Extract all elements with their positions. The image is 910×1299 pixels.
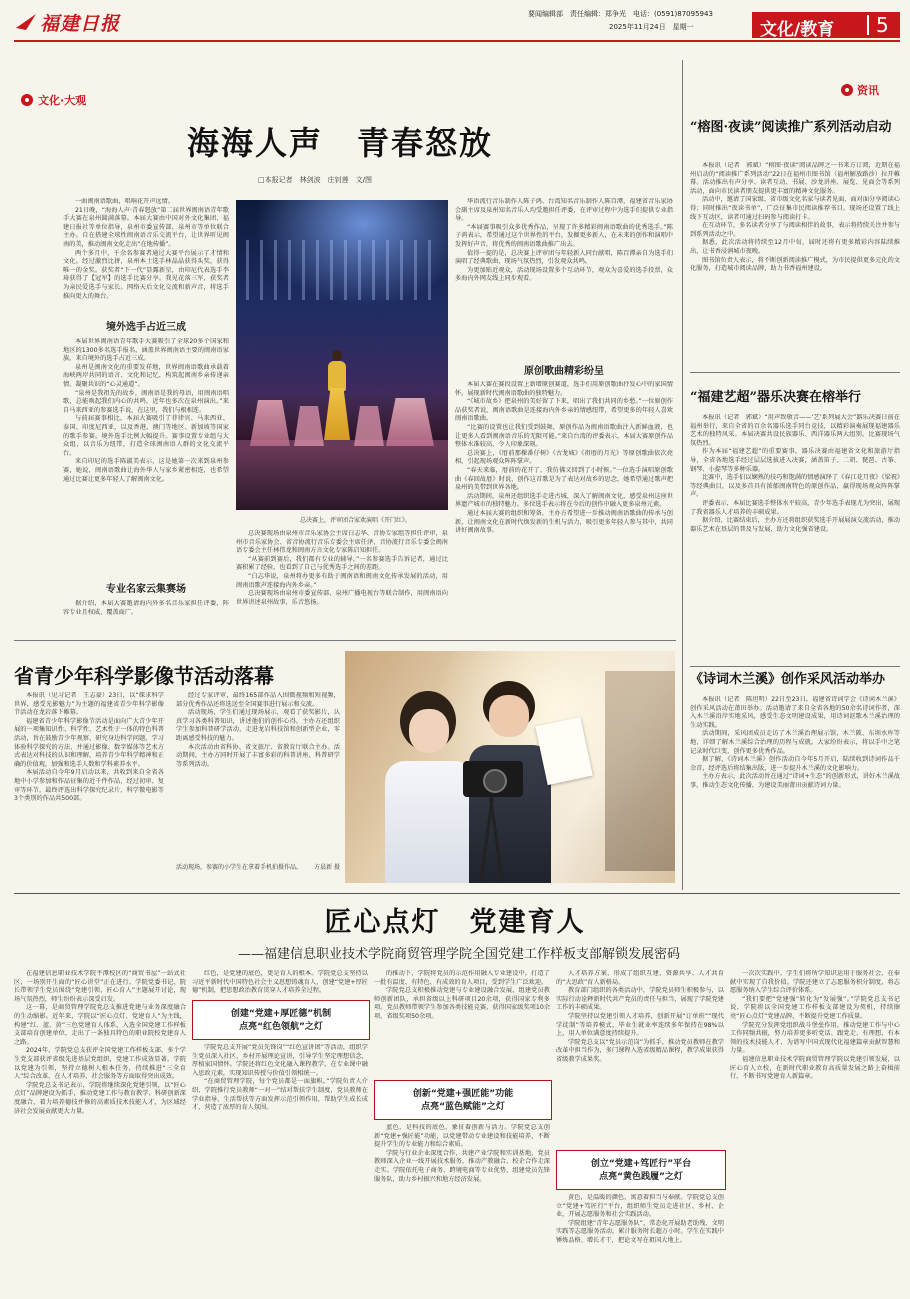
paragraph: 这一幕，是商贸管理学院党总支推进党建与业务深度融合的生动缩影。近年来，学院以“匠心点灯、党建育人”为主线，构建“红、蓝、黄”三色党建育人体系，入选全国党建工作样板支部培育创建单位，走出了一条独具特色的职业院校党建育人之路。 bbox=[14, 1004, 186, 1046]
party-col4 bbox=[556, 970, 724, 1140]
paragraph: 一次次实践中，学生们将所学知识运用于服务社会，在奉献中实现了自我价值。学院还建立了志愿服务积分制度，将志愿服务纳入学生综合评价体系。 bbox=[730, 970, 900, 995]
paragraph: “在商贸管理学院，每个党员都是一面旗帜。”学院负责人介绍，学院推行党员教师“一对一”结对帮扶学生制度，党员教师在学业指导、生活帮扶等方面发挥示范引领作用，帮助学生成长成才，营造了浓厚的育人氛围。 bbox=[192, 1078, 368, 1112]
paragraph: 来自印尼的选手陈淑美表示，这是她第一次来到泉州参赛，她说，闽南语歌曲让海外华人与家乡紧密相连，也希望通过比赛让更多年轻人了解闽南文化。 bbox=[63, 458, 229, 483]
paragraph: 活动现场，学生们通过现场展示，观看了获奖影片，认真学习各类科普知识，讲述他们的创作心得。主办方还组织学生参加科普研学活动，走进龙岩科技馆和创新型企业，零距离感受科技的魅力。 bbox=[176, 709, 340, 742]
newspaper-logo bbox=[14, 8, 121, 35]
paragraph: 学院党总支积极推动党建与专业建设融合发展，组建党员教师创新团队，承担省级以上科研项目20余项，获得国家专利多项。党员教师带领学生参加各类技能竞赛，获得国家级奖项10余项、省级奖项50余项。 bbox=[374, 987, 550, 1020]
subhead-line: 创建“党建+厚匠德”机制 bbox=[230, 1009, 332, 1019]
subhead-line: 点亮“蓝色赋能”之灯 bbox=[421, 1102, 505, 1112]
science-col2 bbox=[176, 692, 340, 862]
sidebar-story2-body bbox=[690, 414, 900, 662]
paragraph: 本届世界闽南语青年歌手大赛吸引了全球20多个国家和地区的1300多名选手报名，涵盖世界闽南语主要的闽南语家族，来自境外的选手占近三成。 bbox=[63, 338, 229, 363]
paragraph: 人才培养方案，形成了组织互建、资源共享、人才共育的“大思政”育人新格局。 bbox=[556, 970, 724, 986]
main-col1c bbox=[63, 600, 229, 626]
paragraph: 教育部门组织的各类活动中，学院党员师生积极参与，以实际行动诠释新时代共产党员的责任与担当，展现了学院党建工作的丰硕成果。 bbox=[556, 987, 724, 1012]
paragraph: 华语流行音乐制作人陈子鸿、台湾知名音乐制作人陈百潭、福建省音乐家协会副主席及泉州知名音乐人均受邀担任评委，在评审过程中为选手们提供专业指导。 bbox=[455, 198, 673, 223]
paragraph: 本届大赛在赛段设置上新增原创赛道，选手们用原创歌曲抒发心中的家国情怀，展现新时代闽南语歌曲的独特魅力。 bbox=[455, 381, 673, 397]
culture-column-tag bbox=[20, 92, 140, 108]
party-col1 bbox=[14, 970, 186, 1292]
subhead-line: 点亮“黄色践履”之灯 bbox=[599, 1172, 683, 1182]
logo-text: 福建日报 bbox=[40, 13, 121, 35]
issue-date: 2025年11月24日 星期一 bbox=[609, 23, 694, 31]
paragraph: 学院组建“青年志愿服务队”，常态化开展助老助残、文明实践等志愿服务活动，累计服务时长超万小时。学生在实践中锤炼品格、增长才干，把论文写在祖国大地上。 bbox=[556, 1219, 724, 1244]
paragraph: 在互动环节，多名读者分享了与阅读相伴的故事，表示将持续关注并参与到系列活动之中。 bbox=[690, 222, 900, 238]
paragraph: 21日晚，“海海人声·青春怒放”第二届世界闽南语青年歌手大赛在泉州圆满落幕。本届大赛由中国对外文化集团、福建日报社等单位指导，泉州市委宣传部、泉州市等单位联合主办。自在搭建全球性闽南语音乐交流平台，让世界听见闽南的美，推动闽南文化走出“在地传播”。 bbox=[63, 206, 229, 248]
subhead-line: 创立“党建+笃匠行”平台 bbox=[590, 1159, 692, 1169]
paragraph: 据悉，此次活动将持续至12月中旬，届时还将有更多精彩内容陆续推出，让书香浸润城市夜晚。 bbox=[690, 239, 900, 255]
paragraph: 据介绍，比赛结束后，主办方还将组织获奖选手开展展演交流活动，推动器乐艺术在基层的普及与发展，助力文化强省建设。 bbox=[690, 517, 900, 533]
sidebar-story3-title: 《诗词木兰溪》创作采风活动举办 bbox=[690, 672, 886, 687]
paragraph: 学院与行业企业深度合作，共建产业学院和实训基地，党员教师深入企业一线开展技术服务，推动产教融合、校企合作走深走实。学院依托电子商务、跨境电商等专业优势，组建党员先锋服务队，助力乡村振兴和地方经济发展。 bbox=[374, 1149, 550, 1183]
main-col1b bbox=[63, 338, 229, 564]
paragraph: 作为本届“福建艺超”的重要赛事，器乐决赛由福建省文化和旅游厅指导，全省各地选手经过层层选拔进入决赛，涵盖笛子、二胡、琵琶、古筝、钢琴、小提琴等多种乐器。 bbox=[690, 448, 900, 473]
paragraph: 学院充分发挥党组织战斗堡垒作用，推动党建工作与中心工作同频共振，努力培养更多听党话、跟党走、有理想、有本领的技术技能人才，为谱写中国式现代化福建篇章贡献智慧和力量。 bbox=[730, 1021, 900, 1055]
paragraph: 经过专家评审，最终165部作品入围微视频和短视频，部分优秀作品还将选送至全国赛事进行展示和交流。 bbox=[176, 692, 340, 708]
news-flower-icon bbox=[840, 83, 854, 97]
sidebar-story2-title: “福建艺超”器乐决赛在榕举行 bbox=[690, 390, 861, 405]
party-subtitle: ——福建信息职业技术学院商贸管理学院全国党建工作样板支部解锁发展密码 bbox=[237, 947, 680, 962]
paragraph: 在福建信息职业技术学院平潭校区的“商贸书屋”一站式社区，一场别开生面的“匠心讲堂”正在进行。学院党委书记、院长带领学生党员围绕“党建引领、匠心育人”主题展开讨论，现场气氛热烈，师生纷纷表示深受启发。 bbox=[14, 970, 186, 1003]
paragraph: 本报讯（记者 郭斌）“榕图·夜读”阅读品牌之一书来方订阅，近期在福州启动的“阅读推广系列活动”22日在福州市图书馆（福州解放路沙）拉开帷幕。活动推出有声分享、读者互动、书展、沙龙讲座、展览、见面会等系列活动，面向市民读者朋友提供更丰富的精神文化服务。 bbox=[690, 162, 900, 195]
paragraph: “我们要把“党建强”转化为“发展强”。”学院党总支书记说，学院将以全国党建工作样板支部建设为契机，持续擦亮“匠心点灯”党建品牌，不断提升党建工作质量。 bbox=[730, 995, 900, 1020]
paragraph: 学院党总支书记表示，学院将继续深化党建引领，以“匠心点灯”品牌建设为抓手，推动党建工作与教育教学、科研创新深度融合，着力培养德技并修的高素质技术技能人才，为区域经济社会发展贡献更大力量。 bbox=[14, 1081, 186, 1115]
paragraph: 据介绍，本届大赛邀请海内外多名音乐家担任评委，阵容专业且权威，覆盖面广。 bbox=[63, 600, 229, 616]
party-col2-top bbox=[192, 970, 368, 998]
masthead-rule bbox=[14, 40, 900, 42]
page-divider bbox=[867, 15, 869, 35]
main-headline: 海海人声 青春怒放 bbox=[186, 124, 493, 162]
sidebar-rule-1 bbox=[690, 372, 900, 373]
subhead-line: 点亮“红色领航”之灯 bbox=[239, 1022, 323, 1032]
paragraph: 本报讯（记者 郭斌）“用声致敬音——‘艺’系列展大会”器乐决赛日前在福州举行，来自全省的百余名器乐选手同台竞技，以精彩演奏展现福建器乐艺术的独特风采。本届决赛共设民族器乐、西洋器乐两大组别，比赛现场气氛热烈。 bbox=[690, 414, 900, 447]
paragraph: 为更加贴近观众，活动现场设置多个互动环节，观众为喜爱的选手投票，众多海内外网友线上同步观看。 bbox=[455, 266, 673, 283]
paragraph: 总决赛现场由泉州市音乐家协会主席白志华、音协专家组等担任评审，泉州市音乐家协会、省音协流行音乐专委会主席任泽、音协流行音乐专委会闽南语专委会主任林伟龙和闽南方言文化专家陈启知担任。 bbox=[236, 530, 448, 555]
sidebar-story1-body bbox=[690, 162, 900, 368]
paragraph: 总决赛上，《厝前那棵番仔树》《古龙城》《祖厝的月光》等原创歌曲依次亮相，引起现场观众阵阵掌声。 bbox=[455, 449, 673, 466]
section-badge bbox=[752, 12, 900, 38]
paragraph: 值得一提的是，总决赛上评审团与年轻新人同台献唱，陈百潭亲自为选手们演唱了经典歌曲，现场气氛热烈，引发观众共鸣。 bbox=[455, 249, 673, 266]
paragraph: 活动中，邀请了国家级、省市级文化名家与读者见面，面对面分享阅读心得；同时推出“夜读书单”，广泛征集市民阅读推荐书目。现场还设置了线上线下互动区，读者可通过扫码参与阅读打卡。 bbox=[690, 196, 900, 221]
paragraph: 比赛中，选手们以娴熟的技巧和饱满的情感演绎了《春江花月夜》《梁祝》等经典曲目，以及多首具有浓郁闽南特色的原创作品，赢得现场观众阵阵掌声。 bbox=[690, 474, 900, 499]
party-headline: 匠心点灯 党建育人 bbox=[324, 907, 586, 938]
paragraph: 总决赛现场由泉州市委宣传部、泉州广播电视台等联合制作，用闽南语向世界讲述泉州故事，乐音悠扬。 bbox=[236, 590, 448, 606]
paragraph: “从赛前到赛后，我们都有专业的辅导。”一名参赛选手告诉记者，通过比赛积累了经验，也看到了自己与优秀选手之间的差距。 bbox=[236, 555, 448, 572]
paragraph: 主办方表示，此次活动旨在通过“诗词+生态”的创新形式，讲好木兰溪故事，推动生态文化传播，为建设美丽莆田贡献诗词力量。 bbox=[690, 773, 900, 789]
science-headline: 省青少年科学影像节活动落幕 bbox=[14, 664, 274, 688]
caption-credit: 方晨新 摄 bbox=[314, 864, 340, 871]
main-col1 bbox=[63, 198, 229, 302]
paragraph: 福建省青少年科学影像节活动是面向广大青少年开展的一项集知识性、科学性、艺术性于一体的特色科普活动，旨在鼓励青少年观察、研究身边科学问题，学习体验科学探究的方法，并通过影像、数字媒体等艺术方式表达对科技的认识和理解，培养青少年科学精神和正确的价值观，加强和选手人数和学科素养水平。 bbox=[14, 717, 164, 768]
sidebar-story3-body bbox=[690, 696, 900, 886]
paragraph: 学院党总支开展“党员先锋岗”“红色宣讲团”等活动，组织学生党员深入社区、乡村开展理论宣讲，引导学生坚定理想信念，厚植家国情怀。学院还将红色文化融入课程教学，在专业课中融入思政元素，实现知识传授与价值引领相统一。 bbox=[192, 1044, 368, 1077]
paragraph: 福建信息职业技术学院商贸管理学院以党建引领发展，以匠心育人立校，在新时代职业教育高质量发展之路上奋楫前行，不断书写党建育人新篇章。 bbox=[730, 1055, 900, 1081]
paragraph: 泉州是闽南文化的重要发祥地，世界闽南语歌曲承载着海峡两岸共同的语言、文化和记忆，构筑起闽南乡亲传递亲情、凝聚共识的“心灵通道”。 bbox=[63, 363, 229, 388]
paragraph: 与前届赛事相比，本届大赛吸引了菲律宾、马来西亚、泰国、印度尼西亚，以及香港、澳门等地区、新加坡等国家的歌手参赛，境外选手比例大幅提升。赛事设置专业组与大众组，以音乐为纽带，打造全球闽南语人群的文化交流平台。 bbox=[63, 415, 229, 457]
main-col2b bbox=[455, 381, 673, 633]
culture-column-label: 文化·大观 bbox=[38, 94, 87, 107]
main-col2 bbox=[455, 198, 673, 354]
party-subhead-yellow bbox=[556, 1150, 726, 1190]
paragraph: 红色，是党建的底色，更是育人的根本。学院党总支坚持以习近平新时代中国特色社会主义思想铸魂育人，创建“党建+厚匠德”机制，把思想政治教育贯穿人才培养全过程。 bbox=[192, 970, 368, 995]
party-col4b bbox=[556, 1194, 724, 1292]
main-byline: □本报记者 林剑波 庄钊莲 文/图 bbox=[258, 176, 372, 184]
paragraph: 一曲闽南语歌曲，唱响花开声远情。 bbox=[75, 198, 174, 205]
paragraph: “比赛的设置也让我们受到鼓舞，原创作品为闽南语歌曲注入新鲜血液，也让更多人看到闽南语音乐的无限可能。”来自台湾的评委表示，本届大赛原创作品整体水准较高，令人印象深刻。 bbox=[455, 423, 673, 449]
paragraph: 活动期间，采风团成员走访了木兰溪治理展示馆、木兰陂、东圳水库等地，详细了解木兰溪综合治理的历程与成就。大家纷纷表示，将以手中之笔记录时代巨变，创作更多优秀作品。 bbox=[690, 730, 900, 755]
main-col3 bbox=[236, 530, 448, 634]
photo-caption: 总决赛上，评审团合家欢演唱《开门红》。 bbox=[300, 517, 412, 524]
paragraph: 学院坚持以党建引领人才培养，创新开展“订单班”“现代学徒制”等培养模式，毕业生就业率连续多年保持在98%以上，用人单位满意度持续提升。 bbox=[556, 1012, 724, 1038]
masthead bbox=[0, 0, 910, 40]
party-subhead-blue bbox=[374, 1080, 552, 1120]
editor-line: 要闻编辑部 责任编辑：郑争光 电话：(0591)87095943 bbox=[528, 10, 713, 18]
subhead-experts: 专业名家云集赛场 bbox=[106, 584, 186, 595]
paragraph: 学院党总支以“党员示范岗”为抓手，推动党员教师在教学改革中担当作为，多门课程入选省级精品课程，教学成果获得省级教学成果奖。 bbox=[556, 1038, 724, 1063]
paragraph: 本次活动由省科协、省文旅厅、省教育厅联合主办。活动期间，主办方同时开展了丰富多彩的科普讲座、科普研学等系列活动。 bbox=[176, 743, 340, 768]
paragraph: 活动期间，泉州还组织选手走进古城，深入了解闽南文化，感受泉州这座世界遗产城市的独特魅力。多位选手表示将在今后的创作中融入更多泉州元素。 bbox=[455, 492, 673, 509]
news-column-tag bbox=[840, 82, 900, 98]
paragraph: 通过本届大赛的组织和筹备，主办方希望进一步推动闽南语歌曲的传承与创新，让闽南文化在新时代焕发新的生机与活力，吸引更多年轻人参与其中，共同讲好闽南故事。 bbox=[455, 509, 673, 535]
sidebar-story1-title: “榕图·夜读”阅读推广系列活动启动 bbox=[690, 120, 892, 135]
main-divider bbox=[14, 640, 676, 641]
paragraph: “春天来临，厝前的花开了，我仿佛又回到了小时候。”一位选手演唱原创歌曲《春回故厝》时说，创作这首歌是为了表达对故乡的思念，她希望通过歌声把泉州的美带到世界各地。 bbox=[455, 466, 673, 492]
party-subhead-red bbox=[192, 1000, 370, 1040]
paragraph: 蓝色，是科技的底色，象征着创新与活力。学院党总支创新“党建+强匠能”功能，以党建带动专业建设和技能培养，不断提升学生的专业能力和综合素质。 bbox=[374, 1124, 550, 1149]
paragraph: “白志华说，泉州将办更多有助于闽南语和闽南文化传承发展的活动，用闽南语歌声连接海内外乡亲。” bbox=[236, 572, 448, 589]
science-col1 bbox=[14, 692, 164, 882]
party-col3 bbox=[374, 970, 550, 1070]
paragraph: 图书馆负责人表示，将不断创新阅读推广模式，为市民提供更多元化的文化服务，打造城市阅读品牌，助力书香福州建设。 bbox=[690, 256, 900, 273]
paragraph: 评委表示，本届比赛选手整体水平较高，青少年选手表现尤为突出，展现了我省器乐人才培养的丰硕成果。 bbox=[690, 499, 900, 516]
paragraph: 本届活动自今年9月启动以来，共收到来自全省各地中小学参加和作品征集的近千件作品，经过初审、复审等环节，最终评选出科学探究纪录片、科学微电影等3个类别的作品共500部。 bbox=[14, 769, 164, 803]
party-col5 bbox=[730, 970, 900, 1292]
paragraph: 据了解，《诗词木兰溪》创作活动自今年5月开启，陆续收到诗词作品千余首，经评选后将结集出版，进一步提升木兰溪的文化影响力。 bbox=[690, 756, 900, 772]
party-top-rule bbox=[14, 893, 900, 894]
paragraph: “本届赛事吸引众多优秀作品，呈现了许多精彩闽南语歌曲的优秀选手。”陈子鸿表示，希望通过这个世界性的平台，发掘更多新人，在未来的创作和演唱中发挥好声音，将优秀的闽南语歌曲推广出去。 bbox=[455, 223, 673, 248]
paragraph: “《城市故乡》把泉州的美好留了下来，唱出了我们共同的乡愁。”一位原创作品获奖者说，闽南语歌曲是连接海内外乡亲的情感纽带，希望更多的年轻人喜欢闽南语歌曲。 bbox=[455, 398, 673, 423]
science-caption bbox=[176, 864, 340, 872]
paragraph: 的推动下，学院将党员的示范作用融入专业建设中，打造了一批有温度、有特色、有成效的育人项目，受到学生广泛欢迎。 bbox=[374, 970, 550, 986]
party-col3b bbox=[374, 1124, 550, 1292]
paragraph: “泉州是我祖先的故乡，闽南语是我的母语，用闽南语唱歌，总能唤起我们内心的共鸣，近年也多次在泉州演出。”来自马来西亚的参赛选手说，在这里，我们与根相连。 bbox=[63, 389, 229, 414]
section-label: 文化/教育 bbox=[760, 20, 835, 40]
party-col2 bbox=[192, 1044, 368, 1292]
concert-photo bbox=[236, 200, 448, 510]
page-number: 5 bbox=[876, 13, 889, 37]
subhead-line: 创新“党建+强匠能”功能 bbox=[412, 1089, 514, 1099]
flower-icon bbox=[20, 93, 34, 107]
paragraph: 2024年，学院党总支获评全国党建工作样板支部，多个学生党支部获评省级先进基层党组织，党建工作成效显著。学院以党建为引领，坚持立德树人根本任务，持续推进“三全育人”综合改革，在人才培养、社会服务等方面取得突出成效。 bbox=[14, 1047, 186, 1081]
children-camera-photo bbox=[345, 651, 675, 883]
subhead-original: 原创歌曲精彩纷呈 bbox=[524, 366, 604, 377]
paragraph: 两个多月中，千余名参赛者通过大赛平台展示了才情和文化。经过激烈比拼，泉州本土选手林晶晶获得头奖，获得唯一的金奖。获奖者“下一代”显露新星，由印尼代表选手李琦获得了【冠军】的选手比赛分享。我见花落三军，获奖者为亲民爱选手与家长。网络天后文化交流和新声音，将选手推向更大的舞台。 bbox=[63, 249, 229, 300]
paragraph: 本报讯（记者 陈坦明）22日至23日，福建省诗词学会《诗词木兰溪》创作采风活动在莆田举办。活动邀请了来自全省各地的50余名诗词作者，深入木兰溪沿岸实地采风，感受生态文明建设成果，用诗词讴歌木兰溪治理的生动实践。 bbox=[690, 696, 900, 729]
sidebar-rule-2 bbox=[690, 666, 900, 667]
sidebar-divider bbox=[682, 60, 683, 890]
subhead-overseas: 境外选手占近三成 bbox=[106, 322, 186, 333]
logo-swoosh-icon bbox=[14, 10, 40, 34]
paragraph: 本报讯（见习记者 王志豪）23日，以“探求科学世界，感受光影魅力”为主题的福建省青少年科学影像节活动在龙岩落下帷幕。 bbox=[14, 692, 164, 717]
singer-figure bbox=[324, 350, 350, 440]
caption-text: 活动现场，参赛的小学生在拿着手机拍摄作品。 bbox=[176, 864, 303, 871]
paragraph: 黄色，是温暖的颜色，寓意着担当与奉献。学院党总支创立“党建+笃匠行”平台，组织师生党员走进社区、乡村、企业，开展志愿服务和社会实践活动。 bbox=[556, 1194, 724, 1219]
camera-figure bbox=[463, 761, 523, 797]
news-column-label: 资讯 bbox=[857, 84, 879, 97]
